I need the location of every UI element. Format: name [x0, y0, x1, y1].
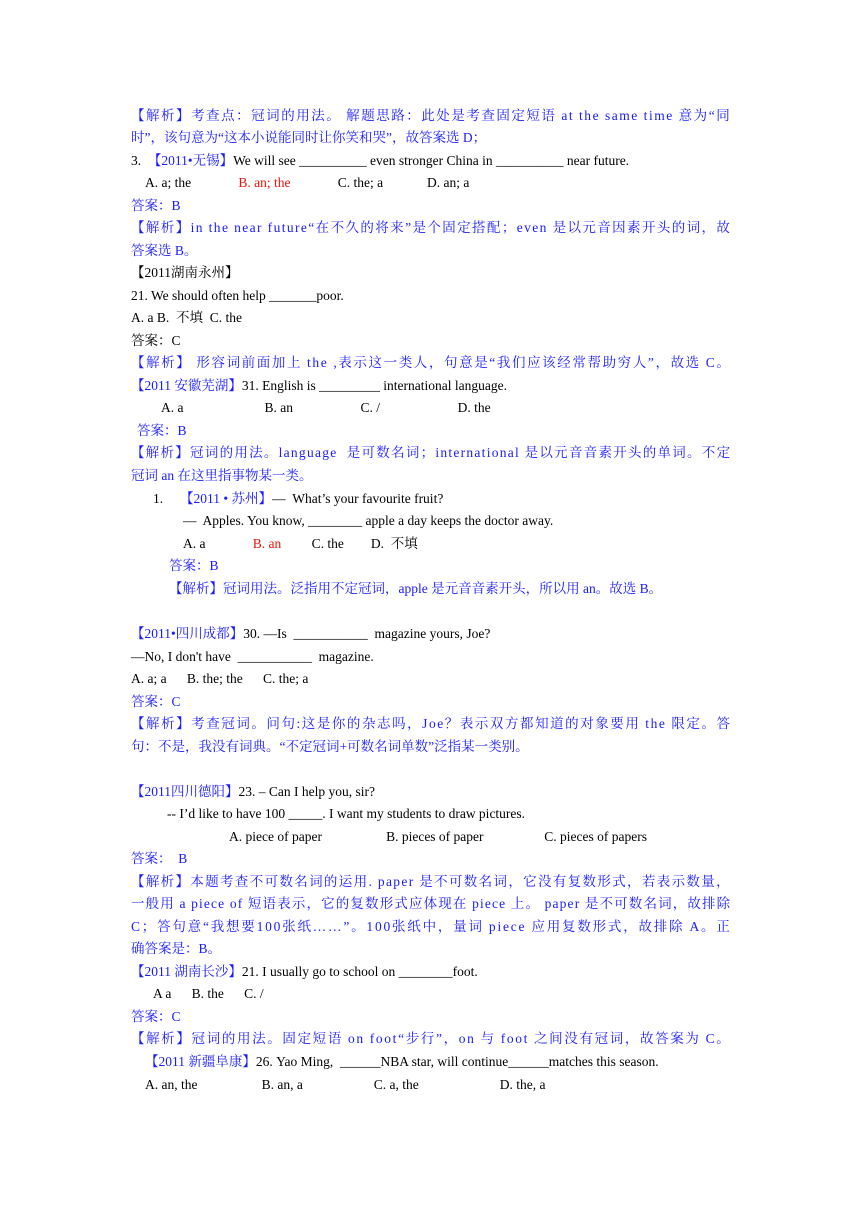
text-line: 答案：C	[131, 1009, 181, 1024]
text-segment: 【2011 安徽芜湖】	[131, 378, 242, 393]
text-line: 答案：C	[131, 333, 181, 348]
text-line: 【解析】本题考查不可数名词的运用. paper 是不可数名词，它没有复数形式，若表示数量，	[131, 874, 731, 889]
text-segment: — What’s your favourite fruit?	[271, 491, 444, 506]
text-segment: 【2011四川德阳】	[131, 784, 239, 799]
text-line: 【解析】 形容词前面加上 the ,表示这一类人，句意是“我们应该经常帮助穷人”，故选 C。	[131, 355, 732, 370]
text-line: A. a B. 不填 C. the	[131, 310, 242, 325]
text-line: A. piece of paper B. pieces of paper C. pieces of papers	[229, 829, 647, 844]
text-segment: 3.	[131, 153, 148, 168]
text-segment: B. an; the	[238, 175, 291, 190]
text-line: 时”，该句意为“这本小说能同时让你笑和哭”，故答案选 D；	[131, 130, 487, 145]
text-line: 【解析】冠词的用法。language 是可数名词；international 是以元音音素开头的单词。不定	[131, 445, 732, 460]
text-segment: C. the; a D. an; a	[290, 175, 470, 190]
text-line	[145, 1052, 659, 1072]
text-line: 答案：B	[131, 198, 181, 213]
text-segment: 26. Yao Ming, ______NBA star, will continue______matches this season.	[255, 1054, 659, 1069]
text-segment: A. a; the	[145, 175, 239, 190]
text-line	[131, 624, 490, 644]
text-segment: 30. —Is ___________ magazine yours, Joe?	[243, 626, 491, 641]
text-line: 【2011湖南永州】	[131, 265, 239, 280]
text-line: C；答句意“我想要100张纸……”。100张纸中，量词 piece 应用复数形式，故排除 A。正	[131, 919, 732, 934]
text-segment: 【2011 新疆阜康】	[145, 1054, 256, 1069]
text-line: 句：不是，我没有词典。“不定冠词+可数名词单数”泛指某一类别。	[131, 739, 529, 754]
text-segment: B. an	[252, 536, 282, 551]
text-line: 答案： B	[131, 851, 188, 866]
text-segment: 31. English is _________ international language.	[241, 378, 507, 393]
text-line: 【解析】考查冠词。问句:这是你的杂志吗，Joe？表示双方都知道的对象要用 the 限定。答	[131, 716, 732, 731]
text-line: 答案：B	[137, 423, 187, 438]
text-segment: A. a	[183, 536, 253, 551]
text-segment: C. the D. 不填	[281, 536, 418, 551]
text-line: 答案：B	[169, 558, 219, 573]
text-line	[131, 962, 478, 982]
text-line	[153, 489, 443, 509]
text-segment: We will see __________ even stronger China in __________ near future.	[233, 153, 630, 168]
text-line: 21. We should often help _______poor.	[131, 288, 344, 303]
text-segment: 【2011 湖南长沙】	[131, 964, 242, 979]
text-line	[131, 151, 629, 171]
text-line: 冠词 an 在这里指事物某一类。	[131, 468, 313, 483]
text-line: 【解析】考查点：冠词的用法。 解题思路：此处是考查固定短语 at the same time 意为“同	[131, 108, 732, 123]
text-line: —No, I don't have ___________ magazine.	[131, 649, 374, 664]
text-segment: 【2011 • 苏州】	[180, 491, 272, 506]
text-line	[145, 173, 469, 193]
text-line	[131, 782, 375, 802]
text-line: 答案选 B。	[131, 243, 198, 258]
text-segment: 23. – Can I help you, sir?	[238, 784, 375, 799]
text-line: — Apples. You know, ________ apple a day keeps the doctor away.	[183, 513, 554, 528]
text-line: 答案：C	[131, 694, 181, 709]
text-line: -- I’d like to have 100 _____. I want my students to draw pictures.	[167, 806, 526, 821]
text-line	[131, 376, 507, 396]
text-line: 确答案是：B。	[131, 941, 222, 956]
text-line: A. an, the B. an, a C. a, the D. the, a	[145, 1077, 546, 1092]
text-line: A a B. the C. /	[153, 986, 264, 1001]
text-segment: 【2011•四川成都】	[131, 626, 244, 641]
text-line: 【解析】冠词的用法。固定短语 on foot“步行”，on 与 foot 之间没有冠词，故答案为 C。	[131, 1031, 732, 1046]
text-line: 一般用 a piece of 短语表示，它的复数形式应体现在 piece 上。 paper 是不可数名词，故排除	[131, 896, 732, 911]
text-line: A. a B. an C. / D. the	[161, 400, 491, 415]
text-segment: 1.	[153, 491, 180, 506]
text-line: A. a; a B. the; the C. the; a	[131, 671, 309, 686]
text-line: 【解析】in the near future“在不久的将来”是个固定搭配；even 是以元音因素开头的词，故	[131, 220, 732, 235]
text-segment: 21. I usually go to school on ________foot.	[241, 964, 478, 979]
text-line: 【解析】冠词用法。泛指用不定冠词，apple 是元音音素开头，所以用 an。故选 B。	[169, 581, 663, 596]
text-segment: 【2011•无锡】	[147, 153, 234, 168]
text-line	[183, 534, 418, 554]
